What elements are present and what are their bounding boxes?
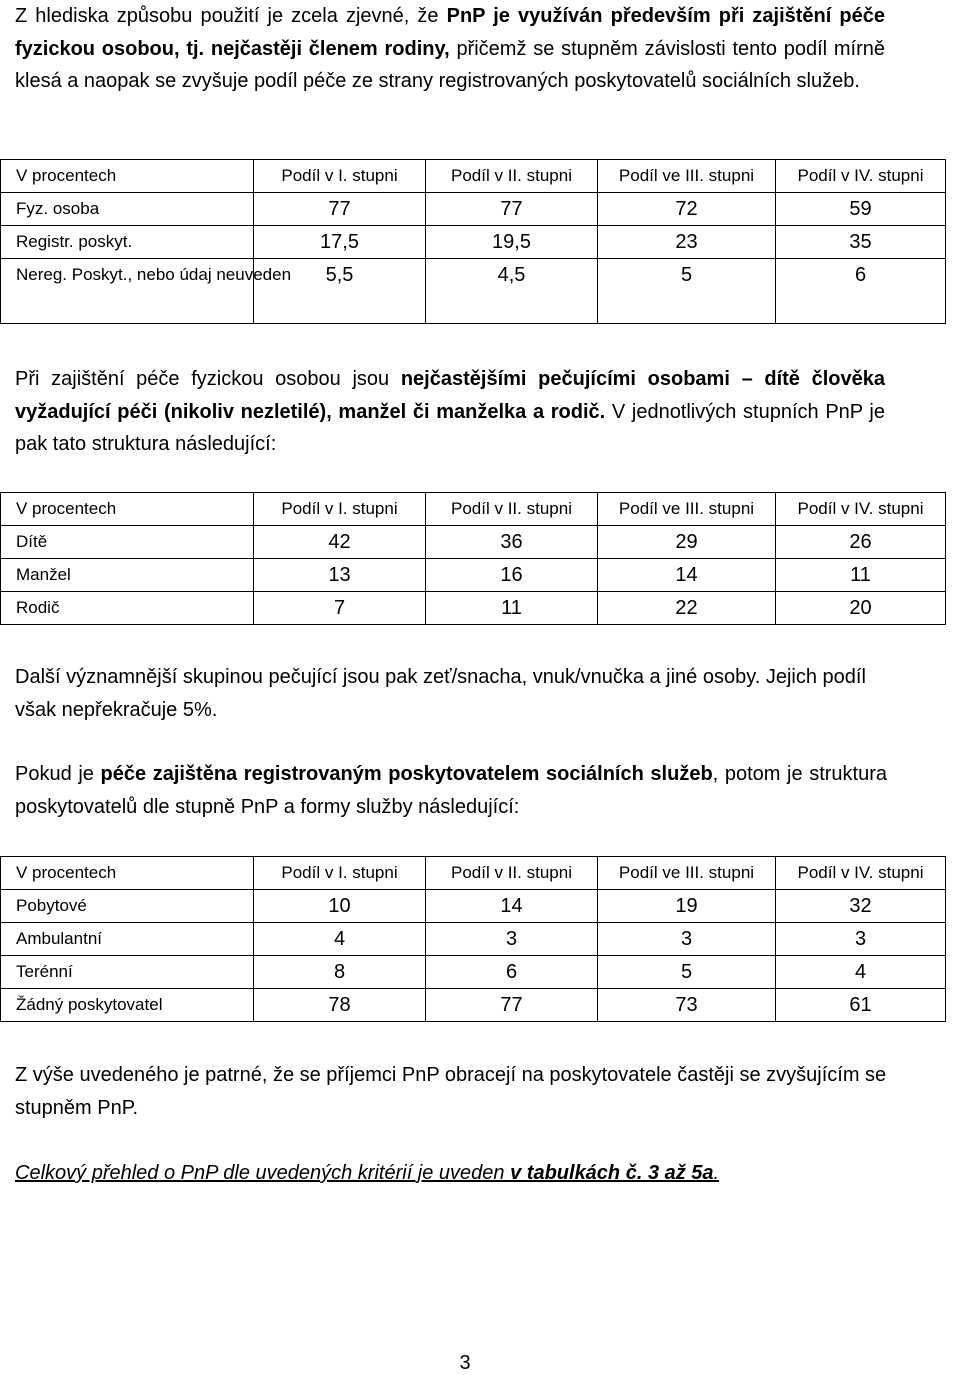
paragraph-1 (15, 0, 885, 98)
header-cell: V procentech (1, 493, 254, 526)
page-number: 3 (459, 1352, 471, 1374)
table-cell: 14 (426, 890, 598, 923)
paragraph-2 (15, 363, 885, 461)
table-cell: 29 (598, 526, 776, 559)
table-cell: 77 (254, 193, 426, 226)
header-cell: Podíl v II. stupni (426, 160, 598, 193)
table-cell: 72 (598, 193, 776, 226)
header-cell: Podíl v I. stupni (254, 857, 426, 890)
table-cell: 77 (426, 193, 598, 226)
table-cell: 3 (426, 923, 598, 956)
table-cell: 59 (776, 193, 946, 226)
table-cell: 17,5 (254, 226, 426, 259)
table-cell: 6 (426, 956, 598, 989)
row-label: Rodič (1, 592, 254, 625)
table-row (1, 559, 946, 592)
text-run-bold: PnP je využíván především při zajištění péče fyzickou osobou, tj. nejčastěji členem rodiny, (15, 5, 885, 60)
table-cell: 16 (426, 559, 598, 592)
text-run: Z hlediska způsobu použití je zcela zjevné, že (15, 5, 447, 27)
table-row (1, 956, 946, 989)
table-cell: 13 (254, 559, 426, 592)
paragraph-5: Z výše uvedeného je patrné, že se příjemci PnP obracejí na poskytovatele častěji se zvyšujícím se stupněm PnP. (15, 1064, 887, 1119)
header-cell: Podíl v II. stupni (426, 857, 598, 890)
text-run: Pokud je (15, 763, 101, 785)
table-cell: 4 (776, 956, 946, 989)
text-run: V jednotlivých stupních PnP je pak tato struktura následující: (15, 400, 885, 456)
row-label: Ambulantní (1, 923, 254, 956)
table-cell: 26 (776, 526, 946, 559)
text-run-bold: nejčastějšími pečujícími osobami – dítě člověka vyžadující péči (nikoliv nezletilé), manžel či manželka a rodič. (15, 368, 886, 423)
row-label: Dítě (1, 526, 254, 559)
table-cell: 78 (254, 989, 426, 1022)
table-provider-service-form (0, 856, 946, 1022)
paragraph-3: Další významnější skupinou pečující jsou pak zeť/snacha, vnuk/vnučka a jiné osoby. Jejich podíl však nepřekračuje 5%. (15, 666, 866, 721)
text-run: přičemž se stupněm závislosti tento podíl mírně klesá a naopak se zvyšuje podíl péče ze strany registrovaných poskytovatelů sociálních služeb. (15, 37, 885, 93)
table-row (1, 592, 946, 625)
table-cell: 6 (776, 259, 946, 324)
table-cell: 36 (426, 526, 598, 559)
table-cell: 42 (254, 526, 426, 559)
text-run-bold: péče zajištěna registrovaným poskytovatelem sociálních služeb (100, 763, 713, 785)
header-cell: Podíl v IV. stupni (776, 493, 946, 526)
table-cell: 4 (254, 923, 426, 956)
row-label: Pobytové (1, 890, 254, 923)
table-row (1, 989, 946, 1022)
table-caregiver-structure (0, 492, 946, 625)
header-cell: Podíl ve III. stupni (598, 493, 776, 526)
table-cell: 23 (598, 226, 776, 259)
table-cell: 10 (254, 890, 426, 923)
table-cell: 11 (426, 592, 598, 625)
row-label: Manžel (1, 559, 254, 592)
header-cell: Podíl v I. stupni (254, 493, 426, 526)
header-cell: Podíl v II. stupni (426, 493, 598, 526)
text-run-bold: v tabulkách č. 3 až 5a (510, 1162, 714, 1184)
header-cell: Podíl ve III. stupni (598, 857, 776, 890)
table-cell: 32 (776, 890, 946, 923)
row-label: Žádný poskytovatel (1, 989, 254, 1022)
header-cell: V procentech (1, 160, 254, 193)
row-label: Fyz. osoba (1, 193, 254, 226)
header-cell: Podíl ve III. stupni (598, 160, 776, 193)
table-cell: 77 (426, 989, 598, 1022)
table-cell: 35 (776, 226, 946, 259)
text-run: . (713, 1162, 720, 1184)
row-label: Registr. poskyt. (1, 226, 254, 259)
header-cell: Podíl v I. stupni (254, 160, 426, 193)
table-cell: 7 (254, 592, 426, 625)
table-row (1, 890, 946, 923)
table-row (1, 193, 946, 226)
table-cell: 73 (598, 989, 776, 1022)
table-cell: 19,5 (426, 226, 598, 259)
table-cell: 4,5 (426, 259, 598, 324)
table-row (1, 526, 946, 559)
table-row (1, 226, 946, 259)
table-cell: 20 (776, 592, 946, 625)
table-care-by-provider-type (0, 159, 946, 324)
table-cell: 8 (254, 956, 426, 989)
table-cell: 3 (598, 923, 776, 956)
paragraph-6-reference (15, 1157, 895, 1190)
table-cell: 14 (598, 559, 776, 592)
table-cell: 11 (776, 559, 946, 592)
table-cell: 22 (598, 592, 776, 625)
table-cell: 5,5 (254, 259, 426, 324)
text-run: Při zajištění péče fyzickou osobou jsou (15, 368, 401, 390)
table-cell: 5 (598, 259, 776, 324)
table-header-row (1, 857, 946, 890)
table-cell: 5 (598, 956, 776, 989)
table-header-row (1, 160, 946, 193)
table-header-row (1, 493, 946, 526)
row-label: Terénní (1, 956, 254, 989)
table-cell: 19 (598, 890, 776, 923)
header-cell: Podíl v IV. stupni (776, 160, 946, 193)
table-cell: 3 (776, 923, 946, 956)
table-cell: 61 (776, 989, 946, 1022)
text-run: , potom je struktura poskytovatelů dle stupně PnP a formy služby následující: (15, 763, 888, 818)
table-row (1, 923, 946, 956)
text-run: Celkový přehled o PnP dle uvedených kritérií je uveden (15, 1162, 511, 1184)
header-cell: V procentech (1, 857, 254, 890)
table-row (1, 259, 946, 324)
row-label: Nereg. Poskyt., nebo údaj neuveden (1, 259, 254, 324)
header-cell: Podíl v IV. stupni (776, 857, 946, 890)
paragraph-4 (15, 758, 887, 823)
